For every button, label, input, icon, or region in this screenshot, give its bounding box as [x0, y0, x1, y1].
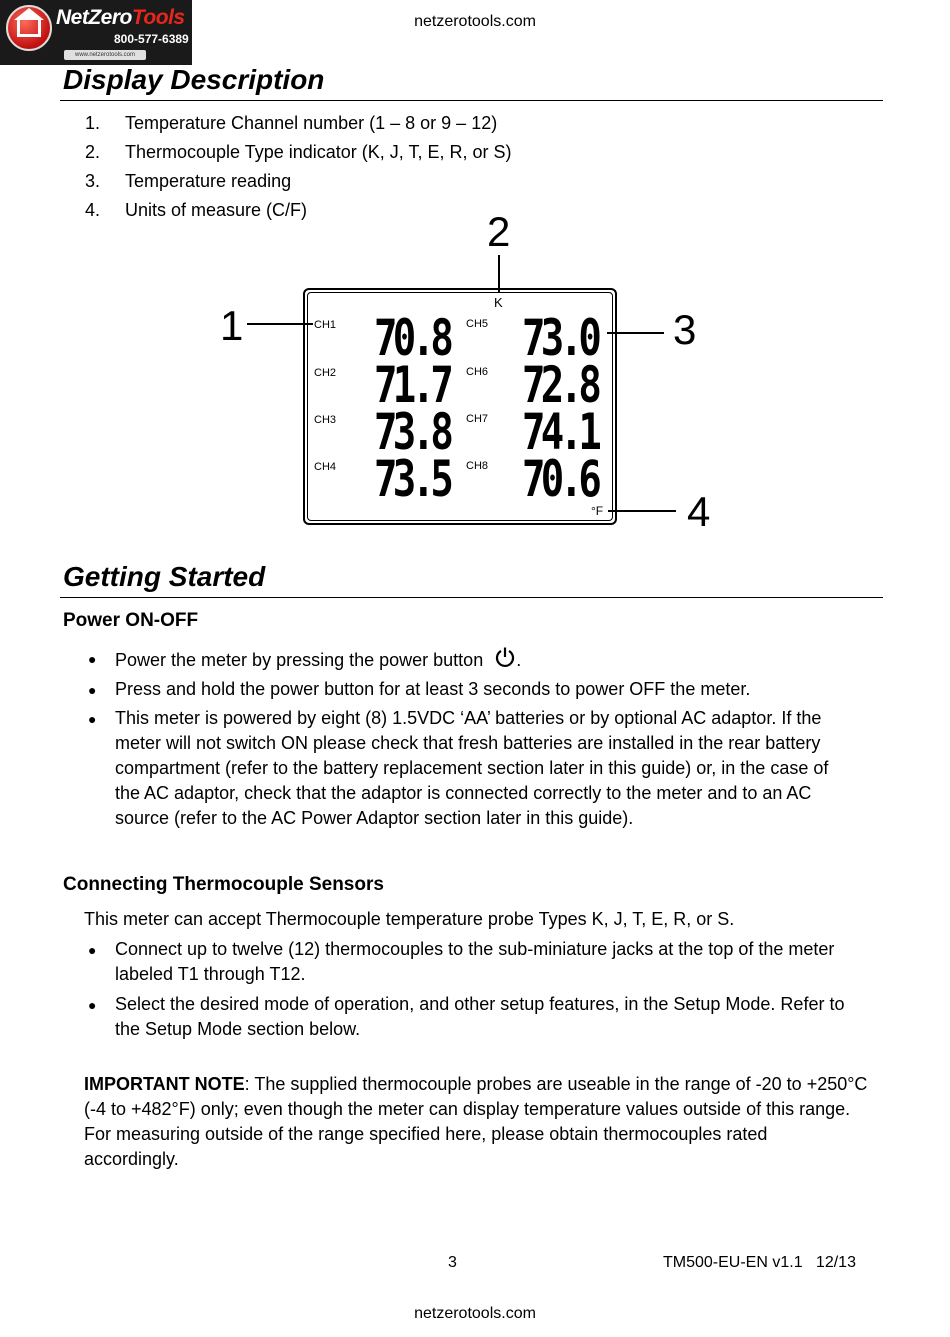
temperature-reading: 73.5: [374, 450, 450, 508]
temperature-reading: 70.6: [522, 450, 598, 508]
temperature-reading: 72.8: [522, 356, 598, 414]
power-bullet-3: This meter is powered by eight (8) 1.5VDC ‘AA’ batteries or by optional AC adaptor. If the meter will not switch ON please check that fresh batteries are installed in the rear battery compartment (refer to the battery replacement section later in this guide) or, in the case of the AC adaptor, check that the adaptor is connected correctly to the meter and to an AC source (refer to the AC Power Adaptor section later in this guide).: [115, 708, 829, 828]
callout-2: 2: [487, 208, 511, 255]
bullet: ●: [88, 711, 97, 727]
important-note: IMPORTANT NOTE: The supplied thermocouple probes are useable in the range of -20 to +250°C (-4 to +482°F) only; even though the meter can display temperature values outside of this range. For measuring outside of the range specified here, please obtain thermocouples rated accordingly.: [84, 1074, 868, 1169]
power-bullet-1: Power the meter by pressing the power button .: [115, 646, 521, 673]
channel-label: CH4: [314, 461, 337, 473]
sensors-bullet-1: Connect up to twelve (12) thermocouples to the sub-miniature jacks at the top of the meter labeled T1 through T12.: [115, 939, 835, 984]
subheading-power: Power ON-OFF: [63, 610, 199, 631]
channel-label: CH7: [466, 413, 489, 425]
temperature-reading: 70.8: [374, 309, 450, 367]
channel-label: CH3: [314, 414, 337, 426]
callout-3: 3: [673, 306, 697, 353]
bullet: ●: [88, 651, 97, 667]
page-number: 3: [448, 1254, 457, 1271]
footer-site: netzerotools.com: [414, 1305, 536, 1322]
subheading-sensors: Connecting Thermocouple Sensors: [63, 874, 384, 895]
logo-brand: NetZeroTools: [56, 6, 185, 29]
header-site: netzerotools.com: [414, 13, 536, 30]
section-title-display: Display Description: [63, 64, 325, 95]
channel-label: CH6: [466, 366, 489, 378]
channel-label: CH8: [466, 460, 489, 472]
callout-line: [498, 255, 500, 293]
bullet: ●: [88, 942, 97, 958]
logo-url: www.netzerotools.com: [64, 50, 146, 60]
sensors-bullet-2: Select the desired mode of operation, and other setup features, in the Setup Mode. Refer to the Setup Mode section below.: [115, 994, 845, 1039]
section-title-getting-started: Getting Started: [63, 561, 266, 592]
temperature-reading: 71.7: [374, 356, 450, 414]
divider: [60, 597, 883, 598]
callout-line: [607, 332, 664, 334]
callout-line: [608, 510, 676, 512]
channel-label: CH5: [466, 318, 489, 330]
sensors-intro: This meter can accept Thermocouple temperature probe Types K, J, T, E, R, or S.: [84, 909, 735, 929]
document-id: TM500-EU-EN v1.1 12/13: [663, 1254, 856, 1271]
temperature-reading: 73.8: [374, 403, 450, 461]
callout-1: 1: [220, 302, 244, 349]
power-bullet-2: Press and hold the power button for at least 3 seconds to power OFF the meter.: [115, 679, 751, 699]
channel-label: CH2: [314, 367, 337, 379]
temperature-reading: 74.1: [522, 403, 598, 461]
callout-4: 4: [687, 488, 711, 535]
bullet: ●: [88, 682, 97, 698]
divider: [60, 100, 883, 101]
bullet: ●: [88, 997, 97, 1013]
logo-phone: 800-577-6389: [114, 32, 189, 46]
temperature-reading: 73.0: [522, 309, 598, 367]
thermocouple-type: K: [494, 295, 503, 310]
channel-label: CH1: [314, 319, 337, 331]
callout-line: [247, 323, 313, 325]
power-icon: [494, 646, 516, 668]
unit-indicator: °F: [591, 504, 604, 518]
company-logo: [0, 0, 192, 65]
